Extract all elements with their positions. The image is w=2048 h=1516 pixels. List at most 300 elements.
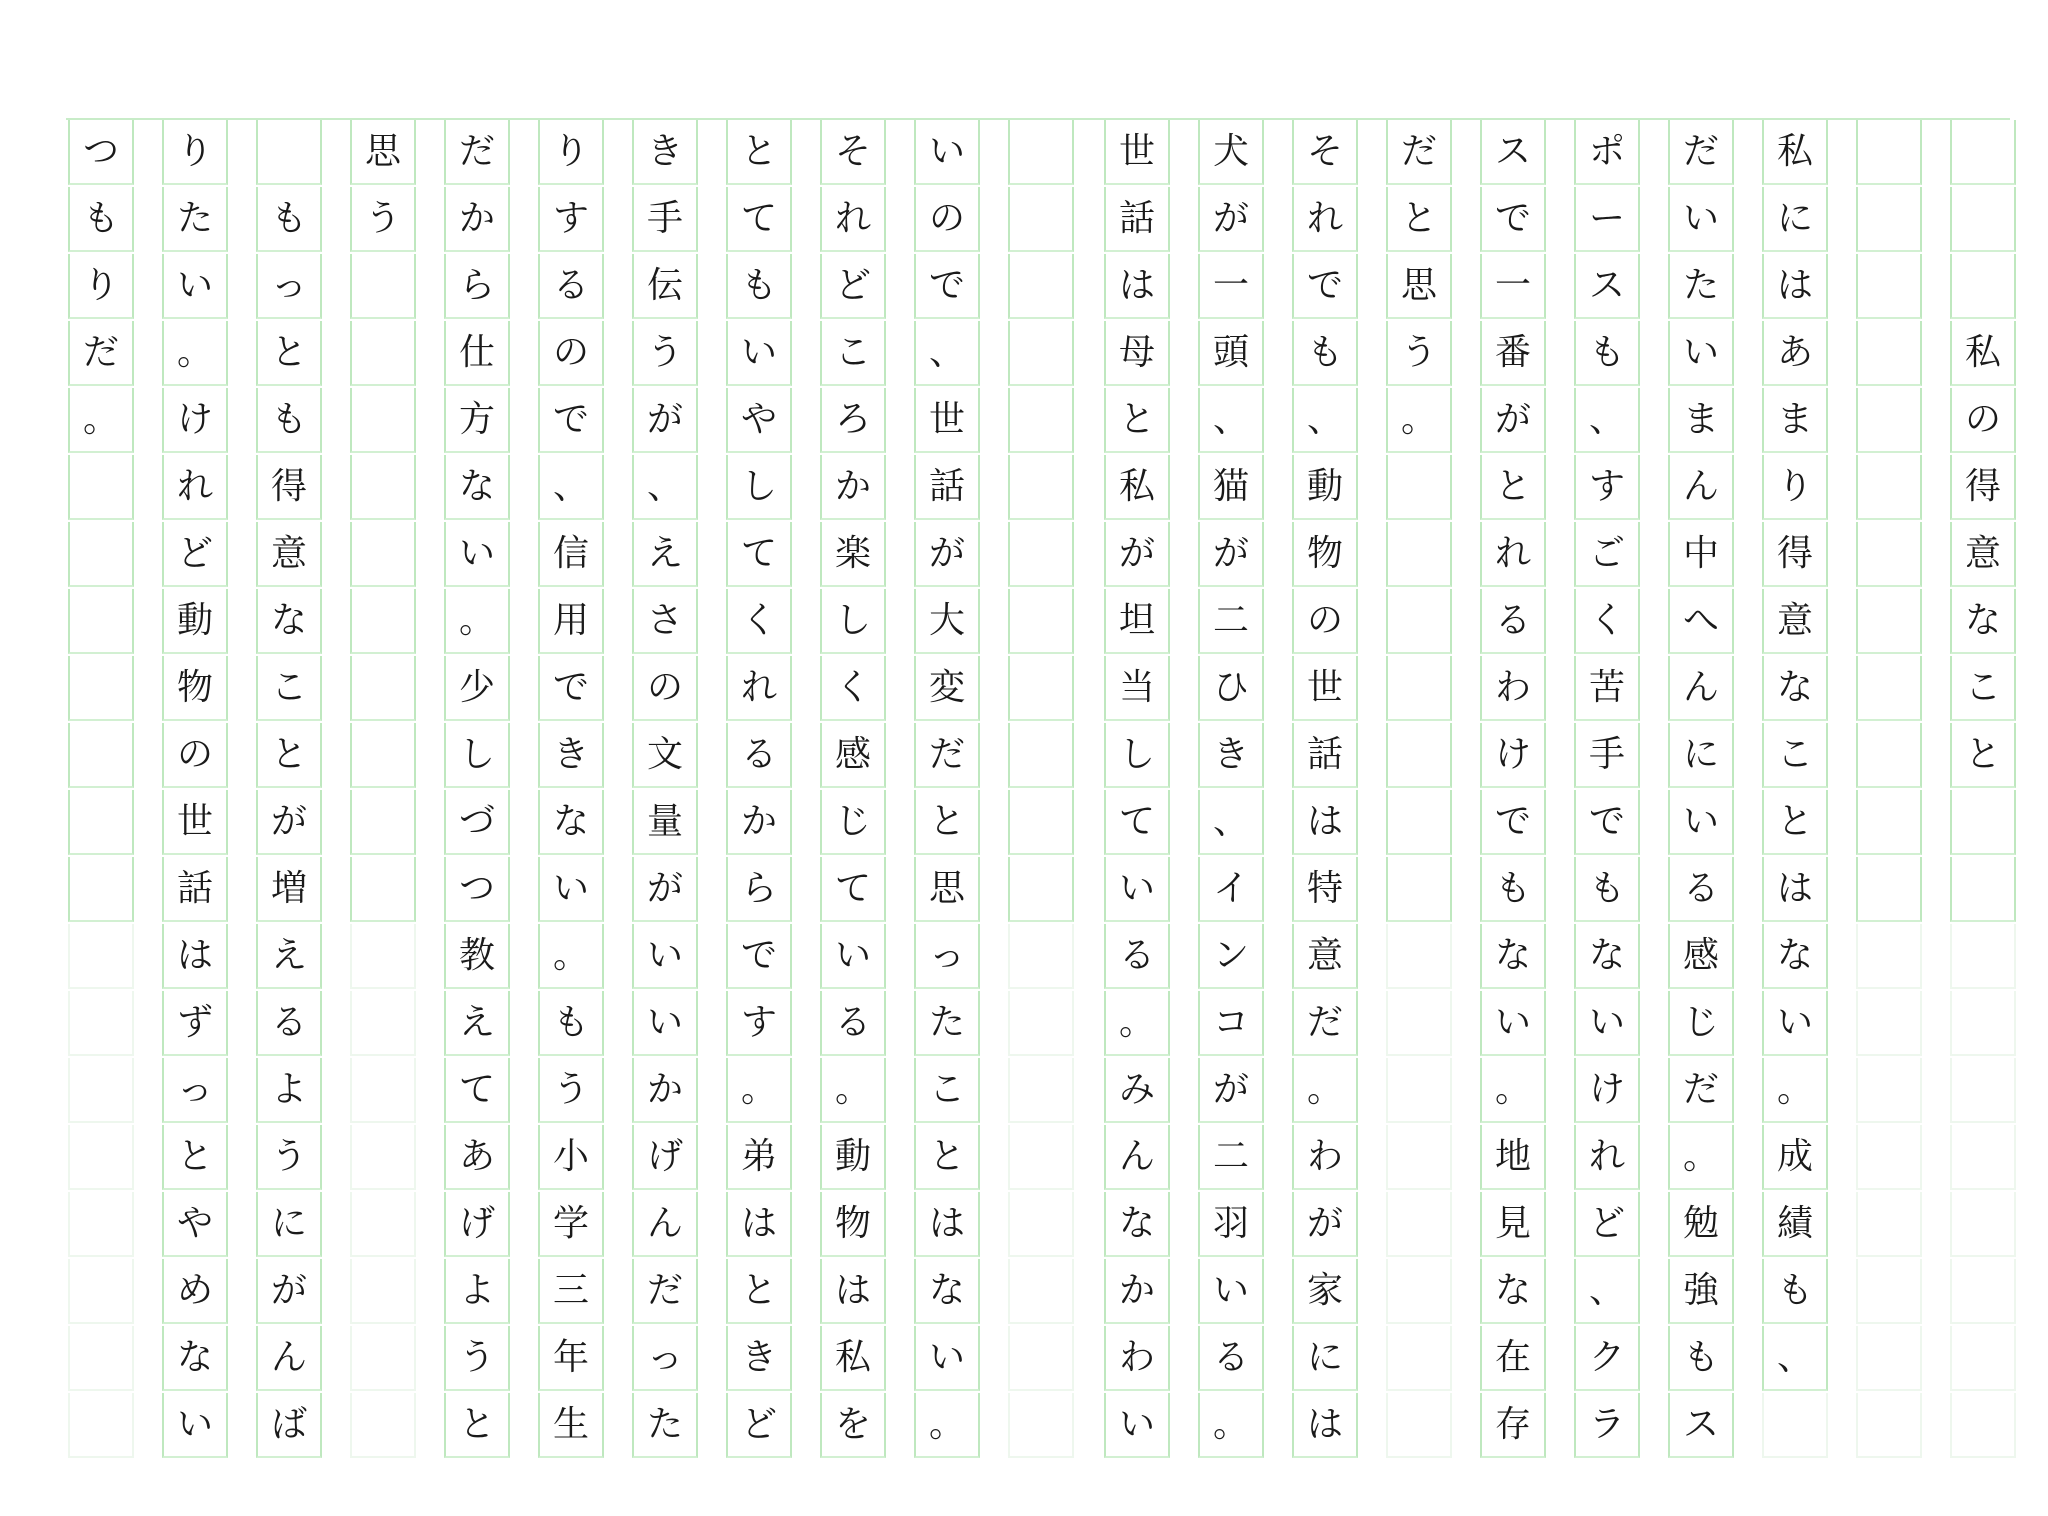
grid-cell: れ (726, 656, 792, 721)
grid-cell: 、 (1574, 388, 1640, 453)
grid-cell (1856, 1393, 1922, 1458)
grid-cell: 強 (1668, 1259, 1734, 1324)
grid-cell: る (726, 723, 792, 788)
grid-cell (1950, 1058, 2016, 1123)
grid-column-8 (1292, 120, 1360, 1455)
grid-cell: い (1198, 1259, 1264, 1324)
grid-cell: る (538, 254, 604, 319)
grid-cell: は (1104, 254, 1170, 319)
grid-cell: 犬 (1198, 120, 1264, 185)
grid-cell: め (162, 1259, 228, 1324)
grid-cell: 猫 (1198, 455, 1264, 520)
grid-cell: だ (1292, 991, 1358, 1056)
grid-cell: と (1104, 388, 1170, 453)
grid-cell: 頭 (1198, 321, 1264, 386)
grid-cell: 動 (162, 589, 228, 654)
grid-cell: こ (820, 321, 886, 386)
grid-cell: ど (1574, 1192, 1640, 1257)
grid-cell: な (538, 790, 604, 855)
grid-cell: い (162, 254, 228, 319)
grid-cell (1008, 1058, 1074, 1123)
grid-cell: っ (632, 1326, 698, 1391)
grid-cell: 小 (538, 1125, 604, 1190)
grid-cell: 思 (914, 857, 980, 922)
grid-cell (1386, 790, 1452, 855)
grid-cell (1856, 589, 1922, 654)
grid-cell: は (914, 1192, 980, 1257)
grid-cell: 。 (1198, 1393, 1264, 1458)
grid-cell: て (726, 187, 792, 252)
grid-cell: 伝 (632, 254, 698, 319)
grid-cell: と (1386, 187, 1452, 252)
grid-cell: 学 (538, 1192, 604, 1257)
grid-cell: 。 (1386, 388, 1452, 453)
grid-cell: ク (1574, 1326, 1640, 1391)
grid-cell: 私 (1762, 120, 1828, 185)
grid-cell (68, 991, 134, 1056)
grid-cell: 意 (1762, 589, 1828, 654)
grid-cell: う (538, 1058, 604, 1123)
grid-cell: う (256, 1125, 322, 1190)
grid-cell: 一 (1198, 254, 1264, 319)
grid-cell (1386, 522, 1452, 587)
grid-cell: 感 (820, 723, 886, 788)
grid-cell: う (444, 1326, 510, 1391)
grid-cell (350, 522, 416, 587)
grid-cell: 物 (820, 1192, 886, 1257)
grid-cell: 。 (726, 1058, 792, 1123)
grid-cell: 動 (820, 1125, 886, 1190)
grid-cell (1008, 522, 1074, 587)
grid-cell: ス (1480, 120, 1546, 185)
grid-cell: 。 (68, 388, 134, 453)
grid-cell: 勉 (1668, 1192, 1734, 1257)
grid-column-17 (444, 120, 512, 1455)
grid-cell: ん (1668, 656, 1734, 721)
grid-cell (1386, 1326, 1452, 1391)
grid-cell: だ (632, 1259, 698, 1324)
grid-cell: ど (726, 1393, 792, 1458)
grid-cell: ん (256, 1326, 322, 1391)
grid-cell (1950, 254, 2016, 319)
grid-cell: つ (444, 857, 510, 922)
grid-cell (1386, 924, 1452, 989)
grid-cell (1008, 857, 1074, 922)
grid-cell: と (444, 1393, 510, 1458)
grid-cell: て (726, 522, 792, 587)
grid-cell (68, 656, 134, 721)
grid-cell: ら (444, 254, 510, 319)
grid-cell: に (1668, 723, 1734, 788)
grid-cell: が (1198, 1058, 1264, 1123)
grid-cell: 動 (1292, 455, 1358, 520)
grid-cell: と (726, 120, 792, 185)
grid-cell (1950, 120, 2016, 185)
grid-cell: 物 (1292, 522, 1358, 587)
grid-cell: 変 (914, 656, 980, 721)
grid-cell: て (820, 857, 886, 922)
grid-cell: が (256, 790, 322, 855)
grid-cell: と (1480, 455, 1546, 520)
grid-cell: い (1668, 187, 1734, 252)
grid-cell (1386, 455, 1452, 520)
grid-cell (350, 1058, 416, 1123)
grid-cell (1008, 1192, 1074, 1257)
grid-cell: っ (914, 924, 980, 989)
grid-cell: は (1762, 857, 1828, 922)
grid-cell: 。 (538, 924, 604, 989)
grid-cell (1950, 1326, 2016, 1391)
grid-cell: 話 (914, 455, 980, 520)
grid-cell: と (1762, 790, 1828, 855)
grid-column-10 (1104, 120, 1172, 1455)
grid-cell: を (820, 1393, 886, 1458)
grid-cell: の (162, 723, 228, 788)
grid-column-9 (1198, 120, 1266, 1455)
grid-cell: か (632, 1058, 698, 1123)
grid-cell (1856, 1259, 1922, 1324)
grid-cell: へ (1668, 589, 1734, 654)
grid-cell: す (538, 187, 604, 252)
grid-cell: い (162, 1393, 228, 1458)
grid-cell: い (1480, 991, 1546, 1056)
grid-cell: あ (444, 1125, 510, 1190)
grid-cell: い (726, 321, 792, 386)
grid-cell: い (1104, 857, 1170, 922)
grid-cell: い (1668, 321, 1734, 386)
grid-cell: 用 (538, 589, 604, 654)
grid-cell: 年 (538, 1326, 604, 1391)
grid-cell: な (1480, 924, 1546, 989)
grid-cell: 思 (350, 120, 416, 185)
grid-cell (68, 1326, 134, 1391)
grid-cell (1856, 1058, 1922, 1123)
grid-cell: く (726, 589, 792, 654)
grid-cell: る (1104, 924, 1170, 989)
grid-cell: こ (1950, 656, 2016, 721)
grid-cell (1856, 790, 1922, 855)
grid-column-1 (1950, 120, 2018, 1455)
grid-cell (350, 656, 416, 721)
grid-cell: う (350, 187, 416, 252)
grid-cell (68, 857, 134, 922)
grid-cell: が (914, 522, 980, 587)
grid-cell: ポ (1574, 120, 1640, 185)
grid-cell: だ (68, 321, 134, 386)
grid-cell (1856, 723, 1922, 788)
grid-cell: 私 (1950, 321, 2016, 386)
grid-cell: ん (632, 1192, 698, 1257)
grid-cell: も (68, 187, 134, 252)
grid-cell: 。 (1668, 1125, 1734, 1190)
grid-cell: 。 (1292, 1058, 1358, 1123)
grid-cell: の (632, 656, 698, 721)
grid-cell: 信 (538, 522, 604, 587)
grid-cell: が (1292, 1192, 1358, 1257)
grid-cell: ス (1574, 254, 1640, 319)
grid-cell: た (914, 991, 980, 1056)
grid-cell: づ (444, 790, 510, 855)
grid-column-4 (1668, 120, 1736, 1455)
grid-cell (1386, 1259, 1452, 1324)
grid-cell: そ (1292, 120, 1358, 185)
grid-cell (1950, 1393, 2016, 1458)
grid-cell: 意 (1292, 924, 1358, 989)
grid-cell: 物 (162, 656, 228, 721)
grid-cell (68, 1393, 134, 1458)
grid-cell: し (820, 589, 886, 654)
grid-cell: れ (1292, 187, 1358, 252)
grid-cell: 増 (256, 857, 322, 922)
grid-cell: が (1198, 187, 1264, 252)
grid-cell: イ (1198, 857, 1264, 922)
grid-cell (68, 455, 134, 520)
grid-cell: 中 (1668, 522, 1734, 587)
grid-cell: 当 (1104, 656, 1170, 721)
grid-cell: ス (1668, 1393, 1734, 1458)
grid-cell: も (726, 254, 792, 319)
grid-cell (1950, 1192, 2016, 1257)
grid-cell: く (820, 656, 886, 721)
grid-cell: も (1668, 1326, 1734, 1391)
grid-cell: そ (820, 120, 886, 185)
grid-column-19 (256, 120, 324, 1455)
grid-cell: か (444, 187, 510, 252)
grid-cell: た (162, 187, 228, 252)
grid-cell (1856, 1192, 1922, 1257)
grid-cell (350, 857, 416, 922)
grid-cell: な (1104, 1192, 1170, 1257)
grid-column-21 (68, 120, 136, 1455)
grid-cell (256, 120, 322, 185)
grid-cell (1008, 723, 1074, 788)
grid-cell: き (1198, 723, 1264, 788)
grid-cell: も (1292, 321, 1358, 386)
grid-cell (1950, 857, 2016, 922)
grid-cell (1950, 790, 2016, 855)
grid-cell: う (1386, 321, 1452, 386)
grid-cell: と (256, 321, 322, 386)
grid-cell (1856, 455, 1922, 520)
grid-column-6 (1480, 120, 1548, 1455)
grid-column-11 (1008, 120, 1076, 1455)
grid-cell (350, 1393, 416, 1458)
grid-cell: 、 (1292, 388, 1358, 453)
grid-cell (1950, 187, 2016, 252)
grid-cell (350, 790, 416, 855)
grid-cell: だ (1668, 120, 1734, 185)
grid-cell: い (632, 924, 698, 989)
grid-cell: 成 (1762, 1125, 1828, 1190)
grid-cell: で (1480, 187, 1546, 252)
grid-cell: 、 (1198, 388, 1264, 453)
grid-cell (68, 1058, 134, 1123)
grid-cell: わ (1292, 1125, 1358, 1190)
grid-cell: で (1574, 790, 1640, 855)
grid-cell: 在 (1480, 1326, 1546, 1391)
grid-cell: で (1480, 790, 1546, 855)
grid-cell: よ (256, 1058, 322, 1123)
grid-cell: 。 (1480, 1058, 1546, 1123)
grid-cell: 家 (1292, 1259, 1358, 1324)
grid-cell (1386, 1058, 1452, 1123)
grid-cell: な (1762, 924, 1828, 989)
grid-cell: え (444, 991, 510, 1056)
grid-cell: っ (162, 1058, 228, 1123)
grid-cell (1008, 120, 1074, 185)
grid-cell (1386, 991, 1452, 1056)
grid-cell: 意 (1950, 522, 2016, 587)
grid-cell: ご (1574, 522, 1640, 587)
grid-cell (68, 790, 134, 855)
grid-cell: え (256, 924, 322, 989)
grid-cell (1008, 321, 1074, 386)
grid-cell: も (1762, 1259, 1828, 1324)
grid-cell: み (1104, 1058, 1170, 1123)
grid-cell: の (1950, 388, 2016, 453)
grid-cell (1950, 924, 2016, 989)
grid-cell: り (68, 254, 134, 319)
grid-cell: け (162, 388, 228, 453)
grid-cell: 地 (1480, 1125, 1546, 1190)
grid-cell: な (256, 589, 322, 654)
grid-cell: 番 (1480, 321, 1546, 386)
grid-cell: 一 (1480, 254, 1546, 319)
grid-cell: か (820, 455, 886, 520)
grid-cell (68, 522, 134, 587)
grid-cell (1008, 1259, 1074, 1324)
grid-cell: 、 (1574, 1259, 1640, 1324)
grid-cell: は (1762, 254, 1828, 319)
grid-cell (1386, 656, 1452, 721)
grid-cell: か (726, 790, 792, 855)
grid-cell: げ (444, 1192, 510, 1257)
grid-cell: 仕 (444, 321, 510, 386)
grid-cell: え (632, 522, 698, 587)
grid-cell: 感 (1668, 924, 1734, 989)
grid-cell (1950, 1125, 2016, 1190)
grid-cell: る (1198, 1326, 1264, 1391)
grid-cell: ラ (1574, 1393, 1640, 1458)
grid-cell (350, 991, 416, 1056)
grid-cell: 。 (162, 321, 228, 386)
grid-cell: 得 (256, 455, 322, 520)
grid-cell (350, 1125, 416, 1190)
grid-cell: 二 (1198, 1125, 1264, 1190)
grid-cell (1008, 254, 1074, 319)
grid-cell: な (162, 1326, 228, 1391)
grid-cell (1008, 1393, 1074, 1458)
grid-cell: れ (162, 455, 228, 520)
grid-cell: き (538, 723, 604, 788)
grid-cell: 、 (1198, 790, 1264, 855)
grid-cell: な (1480, 1259, 1546, 1324)
grid-cell: が (632, 857, 698, 922)
grid-cell: 意 (256, 522, 322, 587)
grid-cell: 量 (632, 790, 698, 855)
grid-cell: だ (1386, 120, 1452, 185)
grid-cell: で (538, 656, 604, 721)
grid-cell: け (1574, 1058, 1640, 1123)
grid-cell: う (632, 321, 698, 386)
grid-cell: 話 (1292, 723, 1358, 788)
grid-column-7 (1386, 120, 1454, 1455)
grid-column-12 (914, 120, 982, 1455)
grid-cell (1950, 991, 2016, 1056)
grid-cell: と (914, 1125, 980, 1190)
grid-cell: 少 (444, 656, 510, 721)
grid-cell: わ (1104, 1326, 1170, 1391)
grid-cell: 苦 (1574, 656, 1640, 721)
grid-cell: は (820, 1259, 886, 1324)
grid-cell: 世 (162, 790, 228, 855)
grid-cell: だ (1668, 1058, 1734, 1123)
grid-cell (350, 455, 416, 520)
grid-cell: 教 (444, 924, 510, 989)
grid-cell: と (914, 790, 980, 855)
grid-cell: 思 (1386, 254, 1452, 319)
grid-cell: い (820, 924, 886, 989)
grid-cell: が (1104, 522, 1170, 587)
grid-cell (1856, 991, 1922, 1056)
grid-cell (350, 924, 416, 989)
grid-cell: と (1950, 723, 2016, 788)
grid-cell (1008, 187, 1074, 252)
grid-cell (1008, 924, 1074, 989)
grid-cell (68, 1125, 134, 1190)
grid-cell: な (914, 1259, 980, 1324)
grid-column-16 (538, 120, 606, 1455)
grid-cell (1856, 522, 1922, 587)
grid-cell: い (914, 1326, 980, 1391)
grid-cell (68, 1192, 134, 1257)
grid-cell: け (1480, 723, 1546, 788)
grid-cell: 。 (1104, 991, 1170, 1056)
grid-cell: る (1668, 857, 1734, 922)
grid-cell (68, 924, 134, 989)
grid-cell: た (1668, 254, 1734, 319)
grid-cell (1008, 388, 1074, 453)
grid-cell: 羽 (1198, 1192, 1264, 1257)
grid-cell: よ (444, 1259, 510, 1324)
grid-cell: 弟 (726, 1125, 792, 1190)
grid-cell: 世 (1292, 656, 1358, 721)
grid-cell (350, 254, 416, 319)
grid-cell: な (1762, 656, 1828, 721)
grid-cell: や (162, 1192, 228, 1257)
grid-cell: も (256, 187, 322, 252)
grid-column-5 (1574, 120, 1642, 1455)
grid-cell: ど (820, 254, 886, 319)
grid-cell: ず (162, 991, 228, 1056)
grid-cell: わ (1480, 656, 1546, 721)
grid-cell: っ (256, 254, 322, 319)
grid-cell (1386, 723, 1452, 788)
grid-cell: す (726, 991, 792, 1056)
grid-cell: ど (162, 522, 228, 587)
grid-cell: 、 (1762, 1326, 1828, 1391)
grid-cell (1386, 1192, 1452, 1257)
grid-cell: い (914, 120, 980, 185)
grid-cell (1008, 1125, 1074, 1190)
grid-cell: つ (68, 120, 134, 185)
grid-cell: ん (1104, 1125, 1170, 1190)
grid-cell: る (820, 991, 886, 1056)
grid-cell: じ (1668, 991, 1734, 1056)
grid-cell (1950, 1259, 2016, 1324)
grid-cell (1008, 790, 1074, 855)
grid-cell: ン (1198, 924, 1264, 989)
